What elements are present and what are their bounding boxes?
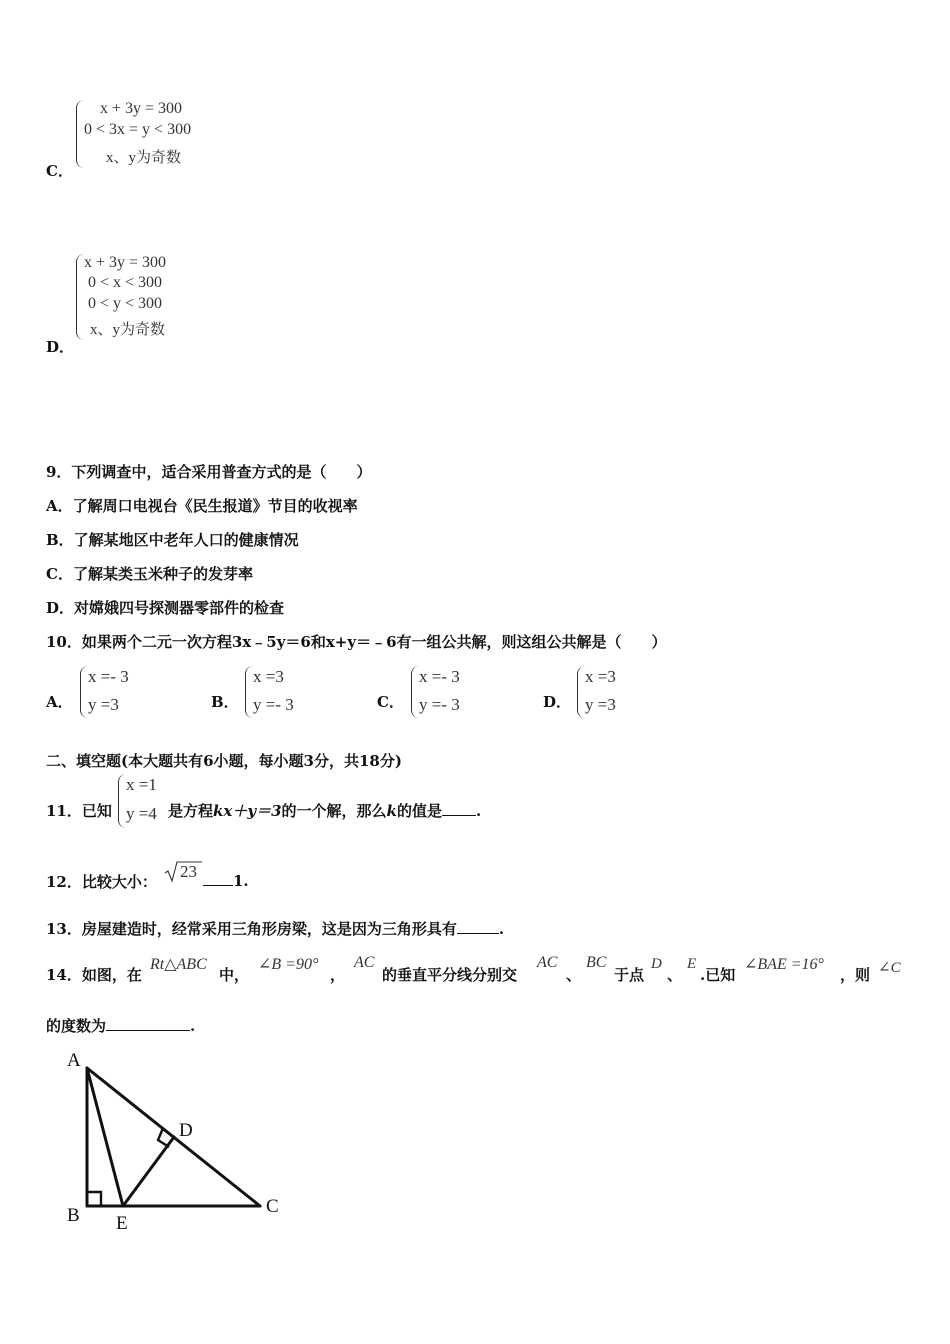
q10-option-b-system xyxy=(245,666,325,718)
right-angle-mark-b xyxy=(87,1192,101,1206)
q9-option-a: A．了解周口电视台《民生报道》节目的收视率 xyxy=(46,497,358,515)
system-line: y =- 3 xyxy=(253,695,294,714)
q10-option-d-label: D． xyxy=(543,693,572,711)
q14-t4: 、 xyxy=(566,966,582,984)
system-line: x =1 xyxy=(126,775,157,794)
system-line: x =3 xyxy=(585,667,616,686)
vertex-label-e: E xyxy=(116,1213,128,1234)
q12-rest xyxy=(203,871,249,890)
system-line: x =- 3 xyxy=(88,667,129,686)
q14-t5: 于点 xyxy=(614,966,645,984)
q13-end: . xyxy=(498,920,505,938)
q11-text xyxy=(168,800,481,821)
system-line: x、y为奇数 xyxy=(90,322,166,338)
triangle-figure xyxy=(55,1040,295,1240)
system-line: 0 < 3x = y < 300 xyxy=(84,121,192,138)
q11-suffix2: 的值是 xyxy=(396,802,442,820)
system-line: 0 < y < 300 xyxy=(88,295,163,312)
q10-stem: 10．如果两个二元一次方程3x﹣5y＝6和x+y＝﹣6有一组公共解，则这组公共解是（ ） xyxy=(46,633,667,651)
system-line: y =3 xyxy=(585,695,616,714)
q9-stem: 9．下列调查中，适合采用普查方式的是（ ） xyxy=(46,463,372,481)
q14-triangle: Rt△ABC xyxy=(150,956,207,973)
q14-t3: 的垂直平分线分别交 xyxy=(382,966,518,984)
q11-k: k xyxy=(386,802,397,820)
q14-angle-bae: ∠BAE =16° xyxy=(744,956,824,973)
vertex-label-c: C xyxy=(266,1196,279,1217)
system-line: y =- 3 xyxy=(419,695,460,714)
q9-option-b: B．了解某地区中老年人口的健康情况 xyxy=(46,531,299,549)
q13-text: 13．房屋建造时，经常采用三角形房梁，这是因为三角形具有 xyxy=(46,920,457,938)
q11-end: . xyxy=(475,802,482,820)
q11-answer-blank[interactable] xyxy=(442,801,476,816)
q12-radicand: 23 xyxy=(180,862,197,881)
vertex-label-a: A xyxy=(67,1050,81,1071)
q14-prefix: 14．如图，在 xyxy=(46,966,142,984)
system-line: x =3 xyxy=(253,667,284,686)
q14-ac: AC xyxy=(354,954,375,971)
q10-option-a-system xyxy=(80,666,160,718)
q9-option-c: C．了解某类玉米种子的发芽率 xyxy=(46,565,253,583)
system-line: y =4 xyxy=(126,804,157,823)
system-line: x + 3y = 300 xyxy=(84,254,167,271)
section-title: 二、填空题(本大题共有6小题，每小题3分，共18分) xyxy=(46,752,402,770)
q11-suffix1: 的一个解，那么 xyxy=(281,802,387,820)
q14-angle-c: ∠C xyxy=(878,960,901,976)
q13-line xyxy=(46,918,504,939)
system-line: x + 3y = 300 xyxy=(100,100,183,117)
option-d-label: D． xyxy=(46,338,75,356)
q13-answer-blank[interactable] xyxy=(457,919,499,934)
option-c-system xyxy=(76,100,236,168)
q14-bc: BC xyxy=(586,954,607,971)
q11-middle: 是方程 xyxy=(168,802,214,820)
q14-d: D xyxy=(651,956,662,972)
q14-t7: .已知 xyxy=(700,966,736,984)
q14-e: E xyxy=(687,956,697,972)
option-d-system xyxy=(76,254,206,340)
q10-option-a-label: A． xyxy=(46,693,73,711)
q10-option-d-system xyxy=(577,666,657,718)
vertex-label-b: B xyxy=(67,1205,80,1226)
q9-option-d: D．对嫦娥四号探测器零部件的检查 xyxy=(46,599,285,617)
q12-suffix: 1. xyxy=(233,872,249,890)
q14-line2 xyxy=(46,1015,195,1036)
q11-prefix: 11．已知 xyxy=(46,802,112,820)
q14-answer-blank[interactable] xyxy=(106,1016,190,1031)
segment-de xyxy=(123,1137,174,1206)
q14-ac2: AC xyxy=(537,954,558,971)
q14-t8: ，则 xyxy=(840,966,871,984)
q14-end: . xyxy=(190,1017,196,1035)
q11-equation: kx＋y＝3 xyxy=(213,802,282,820)
q12-answer-blank[interactable] xyxy=(203,871,233,886)
q10-option-c-label: C． xyxy=(377,693,404,711)
q10-option-b-label: B． xyxy=(211,693,239,711)
q12-prefix: 12．比较大小： xyxy=(46,873,157,891)
option-c-label: C． xyxy=(46,162,73,180)
segment-ae xyxy=(87,1068,123,1206)
q14-line2-text: 的度数为 xyxy=(46,1017,107,1035)
q14-angle-b: ∠B =90° xyxy=(258,956,319,973)
system-line: x、y为奇数 xyxy=(106,150,182,166)
q14-t1: 中， xyxy=(219,966,250,984)
system-line: 0 < x < 300 xyxy=(88,274,163,291)
q10-option-c-system xyxy=(411,666,491,718)
q14-t6: 、 xyxy=(667,966,683,984)
system-line: y =3 xyxy=(88,695,119,714)
q14-t2: ， xyxy=(330,966,346,984)
q11-system xyxy=(118,774,170,828)
system-line: x =- 3 xyxy=(419,667,460,686)
vertex-label-d: D xyxy=(179,1120,193,1141)
